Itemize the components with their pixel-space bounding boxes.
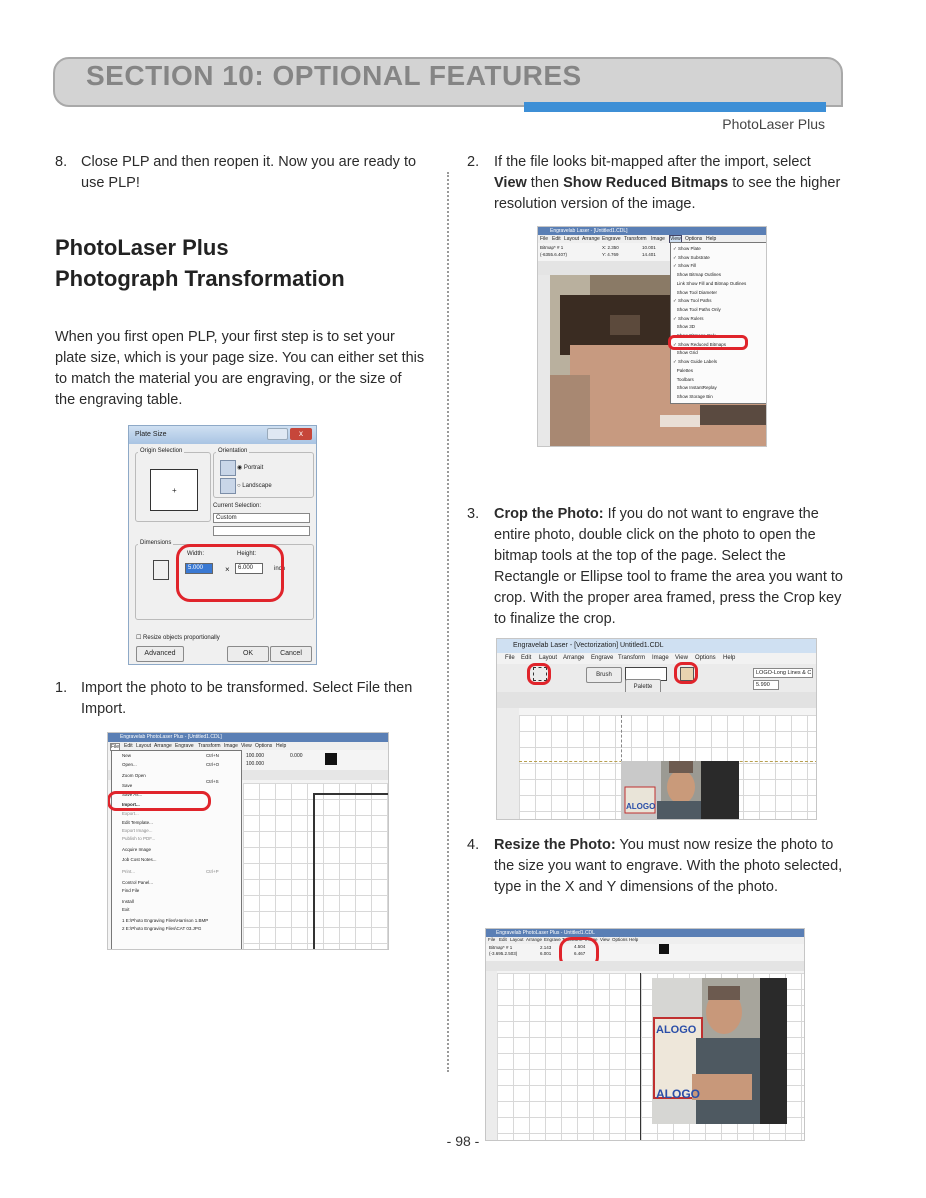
view-menu-item[interactable] [673,290,717,295]
height-label: Height: [237,551,257,557]
crop-key-highlight [674,662,698,684]
step-1-text: Import the photo to be transformed. Select File then Import. [81,680,413,717]
font-select[interactable]: LOGO-Long Lines & C [753,668,813,678]
current-selection-select[interactable]: Custom [213,513,310,523]
view-menu-item-label: Show Reduced Bitmaps [678,341,727,347]
menu-help[interactable]: Help [629,937,639,942]
height-input[interactable]: 6.000 [235,563,263,574]
object-label: Bitmap* # 1 [540,245,564,250]
file-menu-exit[interactable]: Exit [122,907,130,912]
app-title: Engravelab PhotoLaser Plus - Untitled1.CDL [496,930,595,936]
checkmark-icon: ✓ [673,315,679,321]
width-label: Width: [187,551,205,557]
file-menu-install[interactable]: Install [122,899,134,904]
portrait-radio[interactable]: ◉ Portrait [237,465,264,471]
view-menu-item[interactable] [673,246,701,252]
menu-engrave[interactable]: Engrave [591,655,614,661]
plate-outline [313,793,389,950]
advanced-button[interactable]: Advanced [136,646,184,662]
file-menu-dropdown [111,750,242,950]
dimensions-highlight [176,544,284,602]
file-menu-publish-pdf[interactable]: Publish to PDF... [122,836,156,841]
checkmark-icon: ✓ [673,359,679,365]
rotate-field[interactable]: 0.000 [290,753,303,759]
file-menu-new[interactable]: New [122,753,132,758]
brand-label: PhotoLaser Plus [722,116,825,132]
origin-selection-label: Origin Selection [140,448,183,454]
brush-button[interactable]: Brush [586,667,622,683]
menu-transform[interactable]: Transform [624,236,647,242]
file-menu-open[interactable]: Open... [122,762,137,767]
menu-transform[interactable]: Transform [618,655,646,661]
step-3-text: Crop the Photo: If you do not want to engrave the entire photo, double click on the photo to open the bitmap tools at the top of the page. Select the Rectangle or Ellipse tool to frame the area you want to crop. With the proper area framed, press the Crop key to finalize the crop. [494,506,843,627]
size-field-1[interactable]: 100.000 [246,753,265,759]
view-menu-item-label: Link Show Fill and Bitmap Outlines [676,280,747,286]
menu-layout[interactable]: Layout [539,655,558,661]
checkmark-icon: ✓ [673,341,679,347]
menubar [108,742,388,750]
view-menu-item-label: Show Bitmap Outlines [676,272,722,278]
menu-layout[interactable]: Layout [510,937,524,942]
object-coords: (-3.695.2.503) [489,951,518,956]
menu-engrave[interactable]: Engrave [544,937,561,942]
view-menu-item-label: Show Guide Labels [678,359,718,365]
file-menu-acquire-image[interactable]: Acquire Image [122,847,152,852]
menu-edit[interactable]: Edit [552,236,561,242]
height-field[interactable]: 6.467 [574,951,586,956]
man-photo-image [621,761,739,820]
view-menu-item[interactable] [673,385,717,390]
menu-help[interactable]: Help [723,655,736,661]
menu-arrange[interactable]: Arrange [563,655,585,661]
import-highlight [107,791,211,811]
origin-selection-group [135,452,211,522]
menu-file[interactable]: File [488,937,496,942]
menu-layout[interactable]: Layout [564,236,580,242]
section-title: SECTION 10: OPTIONAL FEATURES [86,60,582,91]
menu-options[interactable]: Options [255,743,273,749]
menu-view[interactable]: View [670,236,681,242]
page-number: - 98 - [446,1133,480,1149]
show-reduced-bitmaps-highlight [668,335,748,350]
menu-image[interactable]: Image [652,655,669,661]
shortcut-print: Ctrl+P [206,869,219,874]
recent-file-1[interactable]: 1 E:\Photo Engraving Files\Harrison 1.BMP [122,918,209,923]
step-3-number: 3. [467,506,480,522]
view-menu-item[interactable] [673,377,694,382]
step-2-number: 2. [467,154,480,170]
sign-text: ALOGO [626,802,656,811]
orientation-label: Orientation [218,448,248,454]
menu-file[interactable]: File [505,655,515,661]
menu-file[interactable]: File [540,236,549,242]
landscape-icon [220,478,236,494]
file-menu-import[interactable]: Import... [122,802,140,807]
view-menu-item-label: Show Plate [678,246,701,251]
file-menu-edit-template[interactable]: Edit Template... [122,820,153,825]
menu-arrange[interactable]: Arrange [526,937,543,942]
view-menu-item-label: Show Storage Bin [676,393,713,399]
file-menu-find-file[interactable]: Find File [122,888,140,893]
left-toolbox [538,275,550,447]
file-menu-job-cost[interactable]: Job Cost Notes... [122,857,157,862]
resized-photo [652,978,787,1124]
width-input[interactable]: 5.000 [185,563,213,574]
menu-engrave[interactable]: Engrave [602,236,621,242]
step-8-text: Close PLP and then reopen it. Now you are ready to use PLP! [81,154,417,191]
file-import-screenshot [107,732,389,950]
view-menu-item[interactable] [673,350,698,355]
view-menu-item[interactable] [673,368,693,373]
menu-options[interactable]: Options [695,655,716,661]
size-field-2[interactable]: 100.000 [246,761,265,767]
menu-layout[interactable]: Layout [136,743,152,749]
landscape-radio[interactable]: ○ Landscape [237,483,272,489]
view-menu-item[interactable] [673,263,696,269]
file-menu-export-image[interactable]: Export Image... [122,828,153,833]
view-menu-dropdown [670,242,767,404]
left-toolbox [497,708,519,820]
view-menu-item-label: Toolbars [676,376,694,382]
file-menu-zoom-open[interactable]: Zoom Open [122,773,146,778]
menu-engrave[interactable]: Engrave [175,743,194,749]
menu-options[interactable]: Options [685,236,703,242]
menu-transform[interactable]: Transform [562,937,583,942]
view-menu-item-label: Palettes [676,367,694,373]
menu-view[interactable]: View [600,937,610,942]
dimensions-icon [153,560,169,580]
view-menu-item[interactable] [673,272,721,277]
x-field[interactable]: 2.143 [540,945,552,950]
y-field[interactable]: 6.001 [540,951,552,956]
unit-label: inch [274,566,286,572]
menu-edit[interactable]: Edit [124,743,133,749]
ok-button[interactable]: OK [227,646,269,662]
view-menu-item-label: Show Fill [678,263,697,269]
view-menu-item-label: Show Substrate [678,254,710,260]
close-icon[interactable]: x [290,428,312,440]
view-menu-screenshot [537,226,767,447]
secondary-select[interactable] [213,526,310,536]
view-menu-item[interactable] [673,298,711,304]
view-menu-item-label: Show Tool Paths [678,298,712,304]
step-4-number: 4. [467,837,480,853]
menu-arrange[interactable]: Arrange [582,236,600,242]
resize-proportionally-checkbox[interactable]: ☐ Resize objects proportionally [136,635,220,641]
menu-help[interactable]: Help [706,236,717,242]
file-menu-export[interactable]: Export... [122,811,139,816]
shortcut-open: Ctrl+O [206,762,220,767]
column-divider [447,172,449,1072]
toolbar-row [486,961,804,971]
crop-screenshot [496,638,817,820]
dialog-title: Plate Size [135,431,167,438]
menu-arrange[interactable]: Arrange [154,743,172,749]
portrait-icon [220,460,236,476]
object-coords: (-6355.6.407) [540,252,568,257]
sign-text-2: ALOGO [656,1087,700,1101]
app-title: Engravelab Laser - [Vectorization] Untitled1.CDL [513,642,664,649]
menu-file[interactable]: File [111,744,120,750]
menu-view[interactable]: View [675,655,688,661]
man-photo-image [652,978,787,1124]
header-accent-bar [524,102,826,112]
step-4-text: Resize the Photo: You must now resize the photo to the size you want to engrave. With the photo selected, type in the X and Y dimensions of the photo. [494,837,843,895]
app-title: Engravelab PhotoLaser Plus - [Untitled1.CDL] [120,734,222,740]
checkmark-icon: ✓ [673,254,679,260]
file-menu-save-as[interactable]: Save As... [122,792,143,797]
resize-screenshot [485,928,805,1141]
view-menu-item-label: Show Tool Paths Only [676,306,721,312]
plate-size-dialog-screenshot [128,425,317,665]
help-icon[interactable] [267,428,288,440]
view-menu-item-label: Show 3D [676,324,696,330]
file-menu-save[interactable]: Save [122,783,133,788]
cancel-button[interactable]: Cancel [270,646,312,662]
recent-file-2[interactable]: 2 E:\Photo Engraving Files\CAT 03.JPG [122,926,202,931]
dimensions-label: Dimensions [140,540,172,546]
view-menu-item-label: Show Grid [676,350,698,356]
menu-image[interactable]: Image [224,743,238,749]
palette-button[interactable]: Palette [625,679,661,695]
color-swatch[interactable] [325,753,337,765]
width-field[interactable]: 4.504 [574,944,586,949]
checkmark-icon: ✓ [673,246,679,251]
view-menu-item[interactable] [673,307,721,312]
view-menu-item[interactable] [673,255,710,261]
color-swatch[interactable] [659,944,669,954]
checkmark-icon: ✓ [673,263,679,269]
view-menu-item[interactable] [673,324,695,329]
menu-view[interactable]: View [241,743,252,749]
left-toolbox [486,971,497,1141]
menu-edit[interactable]: Edit [499,937,507,942]
menu-image[interactable]: Image [651,236,665,242]
menu-image[interactable]: Image [585,937,598,942]
file-menu-print[interactable]: Print... [122,869,136,874]
shortcut-new: Ctrl+N [206,753,219,758]
view-menu-item[interactable] [673,281,746,286]
origin-center-icon: + [172,486,177,495]
menubar [486,937,804,944]
h-field[interactable]: 14.401 [642,252,656,257]
times-symbol: × [225,565,230,574]
step-1-number: 1. [55,680,68,696]
w-field[interactable]: 10.001 [642,245,656,250]
menu-edit[interactable]: Edit [521,655,532,661]
step-2-text: If the file looks bit-mapped after the import, select View then Show Reduced Bitmaps to see the higher resolution version of the image. [494,154,841,212]
view-menu-item[interactable] [673,394,713,399]
plate-edge [640,973,641,1141]
cropped-photo [621,761,739,820]
menu-options[interactable]: Options [612,937,628,942]
view-menu-item-label: Show Bitmaps Only [676,333,717,338]
menu-help[interactable]: Help [276,743,287,749]
file-menu-control-panel[interactable]: Control Panel... [122,880,154,885]
menu-transform[interactable]: Transform [198,743,221,749]
app-title: Engravelab Laser - [Untitled1.CDL] [550,228,628,234]
view-menu-item[interactable] [673,316,704,322]
view-menu-item-label: Show InstantReplay [676,385,717,391]
view-menu-item[interactable] [673,359,717,365]
toolbar-row [497,692,816,708]
section-heading: PhotoLaser Plus Photograph Transformation [55,235,345,291]
sign-text-1: ALOGO [656,1024,697,1036]
object-label: Bitmap* # 1 [489,945,513,950]
intro-paragraph: When you first open PLP, your first step is to set your plate size, which is your page size. You can either set this to match the material you are engraving, or the size of the engraving table. [55,329,425,408]
checkmark-icon: ✓ [673,298,679,304]
y-field[interactable]: Y: 4.769 [602,252,619,257]
current-selection-label: Current Selection: [213,503,262,509]
rectangle-tool-highlight [527,663,551,685]
font-size-input[interactable]: 5.990 [753,680,779,690]
shortcut-save: Ctrl+S [206,779,219,784]
view-menu-item-label: Show Rulers [678,315,704,321]
x-field[interactable]: X: 2.350 [602,245,619,250]
step-8-number: 8. [55,154,68,170]
view-menu-item-label: Show Tool Diameter [676,289,717,295]
